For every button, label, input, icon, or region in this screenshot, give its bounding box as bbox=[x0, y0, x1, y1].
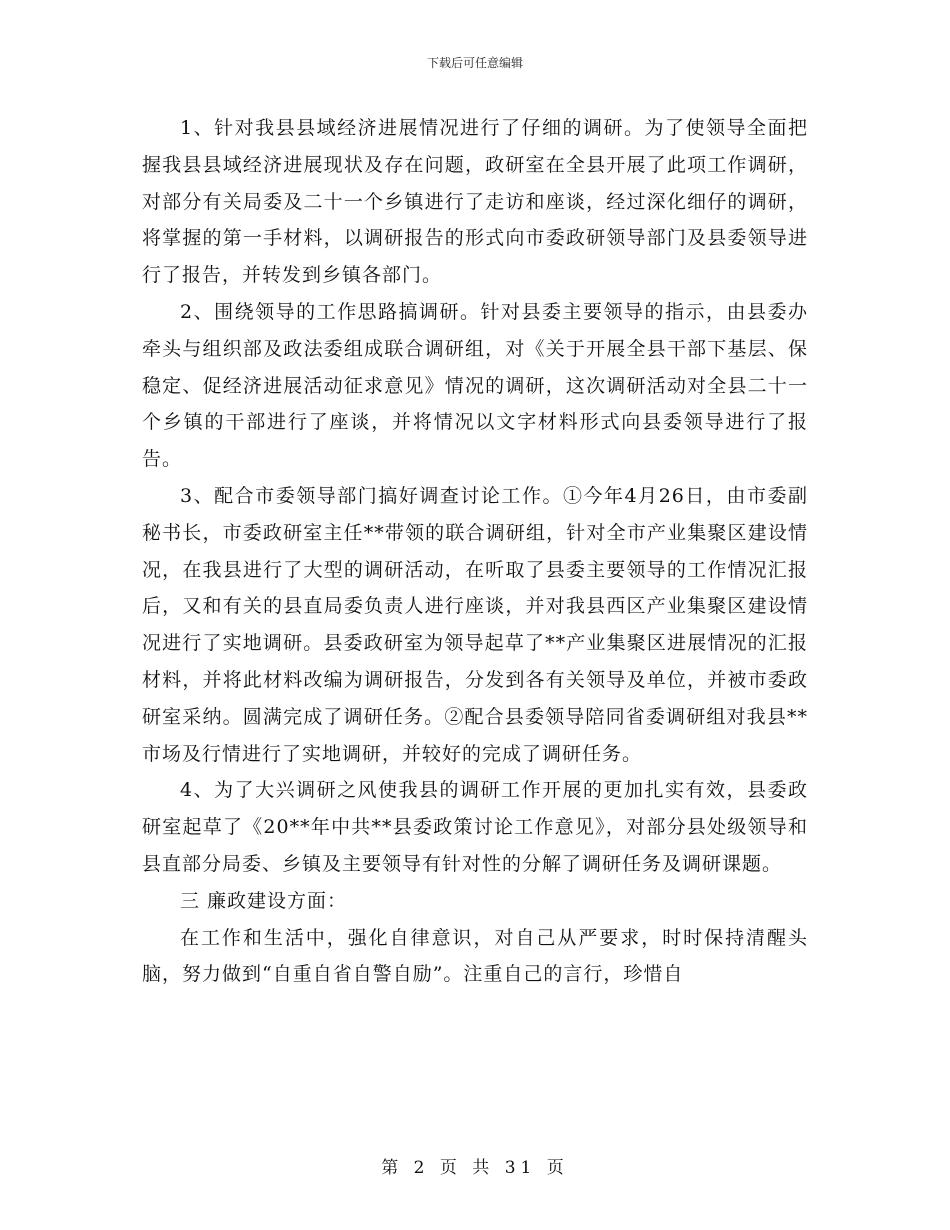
paragraph-item-4: 4、为了大兴调研之风使我县的调研工作开展的更加扎实有效，县委政研室起草了《20**年中共**县委政策讨论工作意见》，对部分县处级领导和县直部分局委、乡镇及主要领导有针对性的分解了调研任务及调研课题。 bbox=[142, 779, 808, 875]
section-heading-integrity: 三 廉政建设方面： bbox=[180, 889, 348, 912]
document-body bbox=[142, 110, 808, 993]
paragraph-item-1: 1、针对我县县域经济进展情况进行了仔细的调研。为了使领导全面把握我县县域经济进展现状及存在问题，政研室在全县开展了此项工作调研，对部分有关局委及二十一个乡镇进行了走访和座谈，经过深化细仔的调研，将掌握的第一手材料，以调研报告的形式向市委政研领导部门及县委领导进行了报告，并转发到乡镇各部门。 bbox=[142, 117, 808, 287]
paragraph-item-2: 2、围绕领导的工作思路搞调研。针对县委主要领导的指示，由县委办牵头与组织部及政法委组成联合调研组，对《关于开展全县干部下基层、保稳定、促经济进展活动征求意见》情况的调研，这次调研活动对全县二十一个乡镇的干部进行了座谈，并将情况以文字材料形式向县委领导进行了报告。 bbox=[142, 300, 808, 471]
page-number-footer: 第 2 页 共 31 页 bbox=[381, 1158, 569, 1178]
page-header: 下载后可任意编辑 bbox=[426, 56, 523, 70]
paragraph-item-3: 3、配合市委领导部门搞好调查讨论工作。①今年4月26日，由市委副秘书长，市委政研室主任**带领的联合调研组，针对全市产业集聚区建设情况，在我县进行了大型的调研活动，在听取了县委主要领导的工作情况汇报后，又和有关的县直局委负责人进行座谈，并对我县西区产业集聚区建设情况进行了实地调研。县委政研室为领导起草了**产业集聚区进展情况的汇报材料，并将此材料改编为调研报告，分发到各有关领导及单位，并被市委政研室采纳。圆满完成了调研任务。②配合县委领导陪同省委调研组对我县**市场及行情进行了实地调研，并较好的完成了调研任务。 bbox=[142, 484, 808, 765]
paragraph-integrity-body: 在工作和生活中，强化自律意识，对自己从严要求，时时保持清醒头脑，努力做到“自重自省自警自励”。注重自己的言行，珍惜自 bbox=[142, 926, 808, 986]
